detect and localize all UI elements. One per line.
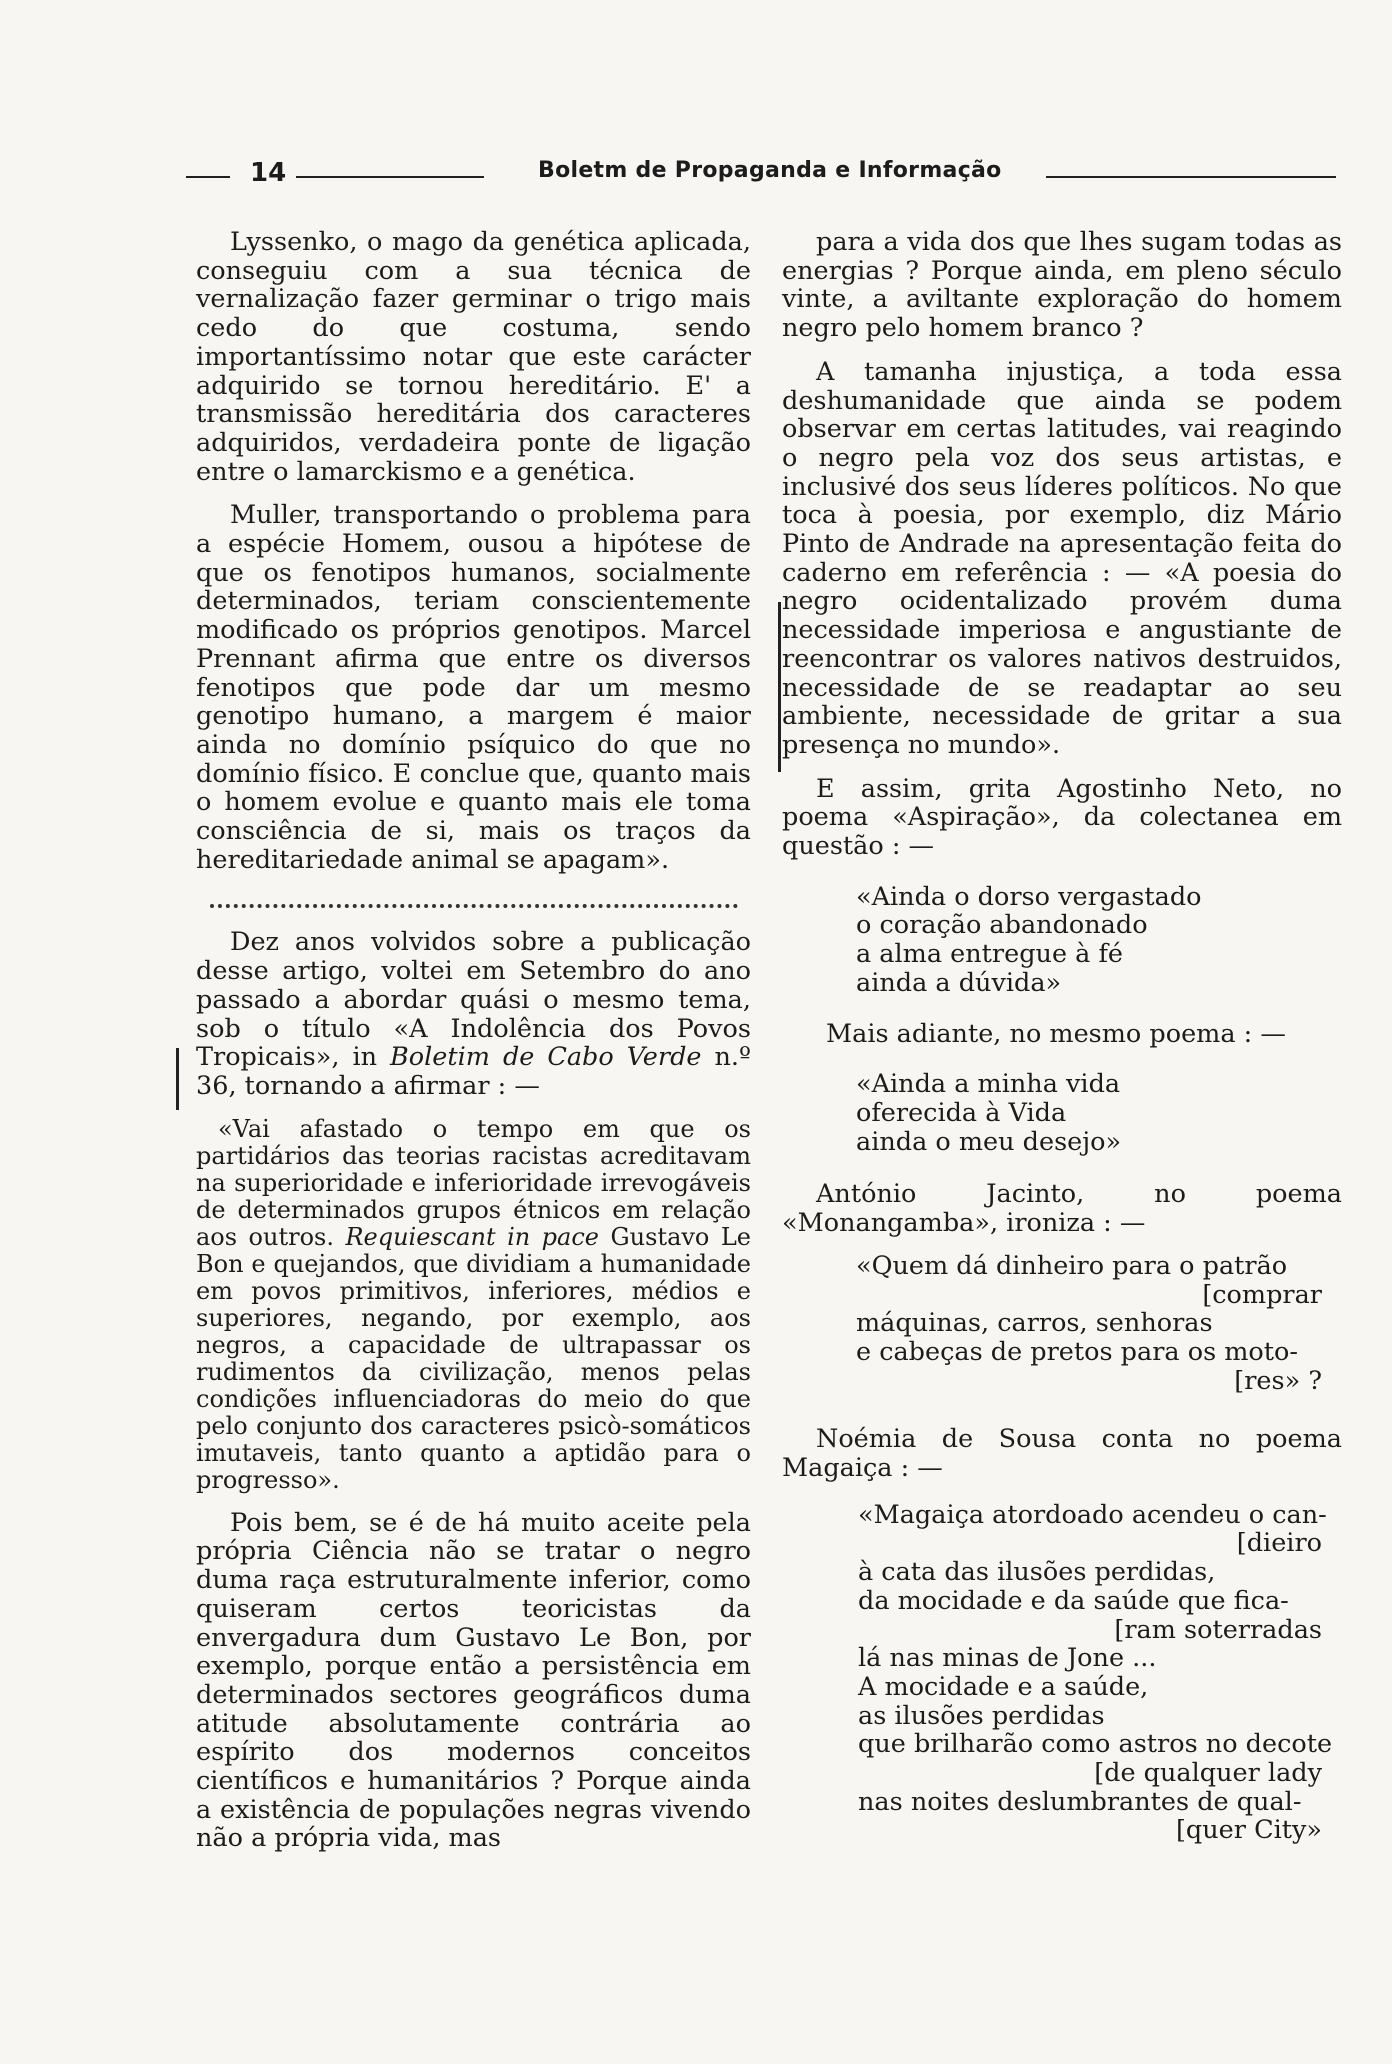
left-column — [196, 228, 751, 1853]
poem-magaica: «Magaiça atordoado acendeu o can- [dieiro à cata das ilusões perdidas, da mocidade e da saúde que fica- [ram soterradas lá nas minas de Jone ... A mocidade e a saúde, as ilusões perdidas que brilharão como astros no decote [de qualquer lady nas noites deslumbrantes de qual- [quer City» — [858, 1499, 1333, 1846]
header-rule-left — [186, 176, 230, 178]
dotted-separator — [210, 874, 738, 908]
page-number: 14 — [250, 158, 287, 188]
paragraph-dez-anos: Dez anos volvidos sobre a publicação desse artigo, voltei em Setembro do ano passado a abordar quási o mesmo tema, sob o título «A Indolência dos Povos Tropicais», in Boletim de Cabo Verde n.º 36, tornando a afirmar : — — [196, 927, 752, 1101]
margin-mark-right — [778, 602, 781, 772]
quoted-paragraph: «Vai afastado o tempo em que os partidários das teorias racistas acreditavam na superioridade e inferioridade irrevogáveis de determinados grupos étnicos em relação aos outros. Requiescant in pace Gustavo Le Bon e quejandos, que dividiam a humanidade em povos primitivos, inferiores, médios e superiores, negando, por exemplo, aos negros, a capacidade de ultrapassar os rudimentos da civilização, menos pelas condições influenciadoras do meio do que pelo conjunto dos caracteres psicò-somáticos imutaveis, tanto quanto a aptidão para o progresso». — [196, 1114, 751, 1494]
header-rule-mid — [296, 176, 484, 178]
paragraph-pois-bem: Pois bem, se é de há muito aceite pela própria Ciência não se tratar o negro duma raça estruturalmente inferior, como quiseram certos teoricistas da envergadura dum Gustavo Le Bon, por exemplo, porque então a persistência em determinados sectores geográficos duma atitude absolutamente contrária ao espírito dos modernos conceitos científicos e humanitários ? Porque ainda a existência de populações negras vivendo não a própria vida, mas — [196, 1507, 751, 1854]
paragraph-mais-adiante: Mais adiante, no mesmo poema : — — [826, 1018, 1286, 1049]
paragraph-noemia-de-sousa: Noémia de Sousa conta no poema Magaiça : — — [782, 1424, 1342, 1484]
page-header — [186, 158, 1336, 198]
paragraph-antonio-jacinto: António Jacinto, no poema «Monangamba», ironiza : — — [782, 1179, 1342, 1239]
poem-aspiracao-continued: «Ainda a minha vida oferecida à Vida ainda o meu desejo» — [856, 1069, 1122, 1157]
poem-aspiracao: «Ainda o dorso vergastado o coração abandonado a alma entregue à fé ainda a dúvida» — [856, 881, 1202, 998]
paragraph-lyssenko: Lyssenko, o mago da genética aplicada, conseguiu com a sua técnica de vernalização fazer germinar o trigo mais cedo do que costuma, sendo importantíssimo notar que este carácter adquirido se tornou hereditário. E' a transmissão hereditária dos caracteres adquiridos, verdadeira ponte de ligação entre o lamarckismo e a genética. — [196, 227, 751, 487]
right-column — [782, 228, 1342, 1845]
margin-mark-left — [176, 1048, 179, 1110]
poem-monangamba: «Quem dá dinheiro para o patrão [comprar máquinas, carros, senhoras e cabeças de pretos para os moto- [res» ? — [856, 1250, 1322, 1396]
paragraph-para-a-vida: para a vida dos que lhes sugam todas as energias ? Porque ainda, em pleno século vinte, a aviltante exploração do homem negro pelo homem branco ? — [782, 227, 1342, 344]
paragraph-tamanha-injustica: A tamanha injustiça, a toda essa deshumanidade que ainda se podem observar em certas latitudes, vai reagindo o negro pela voz dos seus artistas, e inclusivé dos seus líderes políticos. No que toca à poesia, por exemplo, diz Mário Pinto de Andrade na apresentação feita do caderno em referência : — «A poesia do negro ocidentalizado provém duma necessidade imperiosa e angustiante de reencontrar os valores nativos destruidos, necessidade de se readaptar ao seu ambiente, necessidade de gritar a sua presença no mundo». — [782, 356, 1342, 760]
header-rule-right — [1046, 176, 1336, 178]
publication-title: Boletm de Propaganda e Informação — [538, 158, 1002, 183]
paragraph-agostinho-neto: E assim, grita Agostinho Neto, no poema «Aspiração», da colectanea em questão : — — [782, 773, 1342, 862]
paragraph-muller: Muller, transportando o problema para a espécie Homem, ousou a hipótese de que os fenotipos humanos, socialmente determinados, teriam conscientemente modificado os próprios genotipos. Marcel Prennant afirma que entre os diversos fenotipos que pode dar um mesmo genotipo humano, a margem é maior ainda no domínio psíquico do que no domínio físico. E conclue que, quanto mais o homem evolue e quanto mais ele toma consciência de si, mais os traços da hereditariedade animal se apagam». — [196, 500, 751, 875]
